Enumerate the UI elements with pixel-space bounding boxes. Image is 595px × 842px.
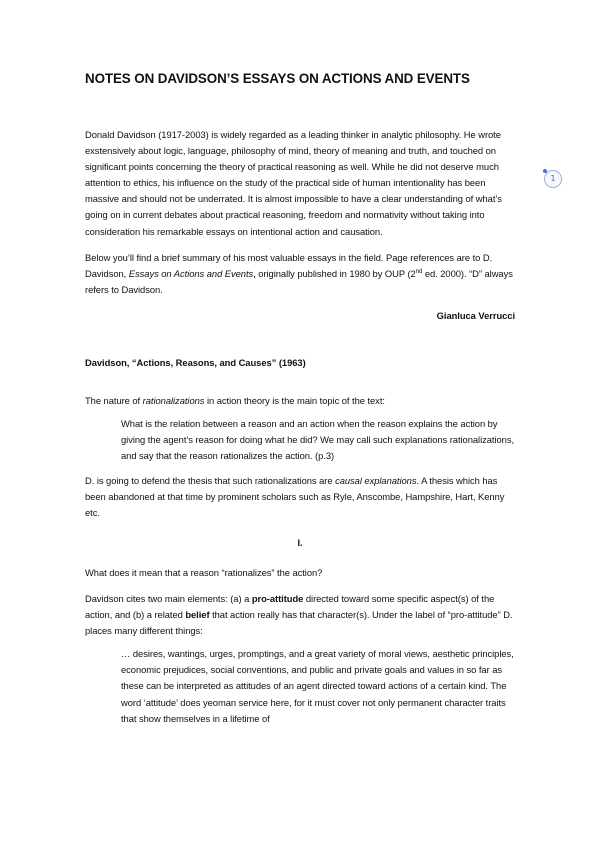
summary-text-2: , originally published in 1980 by OUP (2 bbox=[253, 267, 416, 279]
elements-text-3: that action really has that character(s). Under the label of “pro-attitude” D. places many different things: bbox=[85, 609, 513, 637]
quote-block-1[interactable]: What is the relation between a reason and an action when the reason explains the action by giving the agent’s reason for doing what he did? We may call such explanations rationalizations, and say that the reason rationalizes the action. (p.3) bbox=[121, 418, 515, 462]
essay-heading: Davidson, “Actions, Reasons, and Causes” (1963) bbox=[85, 357, 306, 369]
quote-block-2[interactable]: … desires, wantings, urges, promptings, and a great variety of moral views, aesthetic principles, economic prejudices, social conventions, and public and private goals and values in so far as these can be interpreted as attitudes of an agent directed toward actions of a certain kind. The word ‘attitude’ does yeoman service here, for it must cover not only permanent character traits that show themselves in a lifetime of bbox=[121, 648, 514, 724]
summary-text-3: ed. 2000). “D” always refers to Davidson. bbox=[85, 267, 513, 295]
belief-term: belief bbox=[185, 609, 210, 621]
causal-explanations-term: causal explanations bbox=[335, 474, 417, 486]
thesis-paragraph[interactable] bbox=[85, 473, 515, 521]
pro-attitude-term: pro-attitude bbox=[251, 592, 304, 604]
nature-text-2: in action theory is the main topic of the text: bbox=[204, 395, 385, 407]
question-paragraph[interactable]: What does it mean that a reason “rationalizes” the action? bbox=[85, 566, 323, 578]
comment-number: 1 bbox=[550, 174, 556, 183]
elements-text-1: Davidson cites two main elements: (a) a bbox=[85, 592, 252, 604]
elements-paragraph[interactable] bbox=[85, 591, 515, 639]
nature-paragraph[interactable] bbox=[85, 393, 515, 409]
elements-text-2: directed toward some specific aspect(s) of the action, and (b) a related bbox=[85, 592, 495, 621]
nature-text-1: The nature of bbox=[85, 395, 143, 407]
document-body bbox=[85, 70, 515, 727]
summary-paragraph[interactable] bbox=[85, 250, 515, 298]
thesis-text-2: . A thesis which has been abandoned at that time by prominent scholars such as Ryle, Anscombe, Hampshire, Hart, Kenny etc. bbox=[85, 474, 505, 518]
book-title: Essays on Actions and Events bbox=[128, 267, 254, 279]
section-number: I. bbox=[297, 536, 303, 548]
comment-anchor-icon bbox=[543, 169, 547, 173]
comment-marker[interactable] bbox=[544, 170, 562, 188]
document-title: NOTES ON DAVIDSON’S ESSAYS ON ACTIONS AND EVENTS bbox=[85, 71, 470, 86]
intro-paragraph[interactable]: Donald Davidson (1917-2003) is widely regarded as a leading thinker in analytic philosophy. He wrote exstensively about logic, language, philosophy of mind, theory of meaning and truth, and touched on significant points concerning the theory of practical reasoning as well. While he did not deserve much attention to ethics, his influence on the study of the practical side of human intentionality has been massive and should not be underrated. It is almost impossible to have a clear understanding of what’s going on in current debates about practical reasoning, freedom and normativity without taking into consideration his remarkable essays on intentional action and causation. bbox=[85, 129, 502, 237]
rationalizations-term: rationalizations bbox=[142, 395, 205, 407]
author-name: Gianluca Verrucci bbox=[436, 309, 515, 321]
summary-text-1: Below you’ll find a brief summary of his most valuable essays in the field. Page references are to D. Davidson, bbox=[85, 251, 493, 279]
thesis-text-1: D. is going to defend the thesis that such rationalizations are bbox=[85, 474, 336, 486]
edition-superscript: nd bbox=[415, 268, 423, 275]
